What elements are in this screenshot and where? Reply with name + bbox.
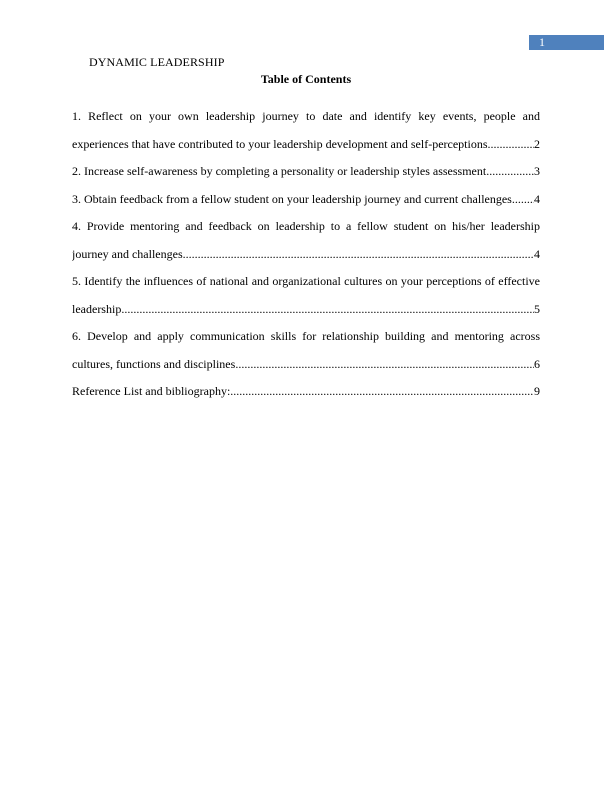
toc-entry-text: cultures, functions and disciplines	[72, 356, 236, 371]
toc-page-number: 6	[534, 356, 540, 371]
toc-page-number: 4	[534, 246, 540, 261]
toc-entry-text: 2. Increase self-awareness by completing a personality or leadership styles assessment	[72, 164, 487, 178]
toc-entry-5-line-1[interactable]: 5. Identify the influences of national and organizational cultures on your perceptions of effective	[72, 274, 540, 288]
toc-entry-text: experiences that have contributed to your leadership development and self-perceptions	[72, 136, 488, 151]
toc-entry-2[interactable]	[72, 161, 540, 189]
toc-entry-3[interactable]	[72, 189, 540, 217]
toc-entry-text: journey and challenges	[72, 246, 183, 261]
toc-page-number: 5	[534, 301, 540, 316]
dot-leader	[183, 244, 534, 264]
toc-entry-references[interactable]	[72, 381, 540, 409]
toc-entry-6[interactable]	[72, 354, 540, 382]
toc-page-number: 3	[534, 164, 540, 178]
toc-entry-4-line-1[interactable]: 4. Provide mentoring and feedback on leadership to a fellow student on his/her leadership	[72, 219, 540, 233]
toc-entry-text: leadership	[72, 301, 122, 316]
dot-leader	[488, 134, 534, 154]
toc-entry-text: Reference List and bibliography:	[72, 384, 231, 398]
toc-entry-text: 3. Obtain feedback from a fellow student on your leadership journey and current challenges	[72, 191, 512, 206]
toc-title: Table of Contents	[260, 72, 352, 86]
dot-leader	[486, 161, 534, 181]
toc-entry-1[interactable]	[72, 134, 540, 162]
running-head: DYNAMIC LEADERSHIP	[89, 55, 225, 69]
toc-entry-1-line-1[interactable]: 1. Reflect on your own leadership journey to date and identify key events, people and	[72, 109, 540, 123]
dot-leader	[512, 189, 534, 209]
dot-leader	[121, 299, 534, 319]
toc-page-number: 4	[534, 191, 540, 206]
page-number: 1	[539, 35, 545, 49]
toc-page-number: 9	[534, 384, 540, 398]
dot-leader	[235, 354, 534, 374]
dot-leader	[230, 381, 534, 401]
toc-entry-5[interactable]	[72, 299, 540, 327]
page-number-tab	[529, 35, 604, 50]
table-of-contents	[72, 106, 540, 409]
toc-entry-4[interactable]	[72, 244, 540, 272]
toc-entry-6-line-1[interactable]: 6. Develop and apply communication skills for relationship building and mentoring across	[72, 329, 540, 343]
toc-page-number: 2	[534, 136, 540, 151]
